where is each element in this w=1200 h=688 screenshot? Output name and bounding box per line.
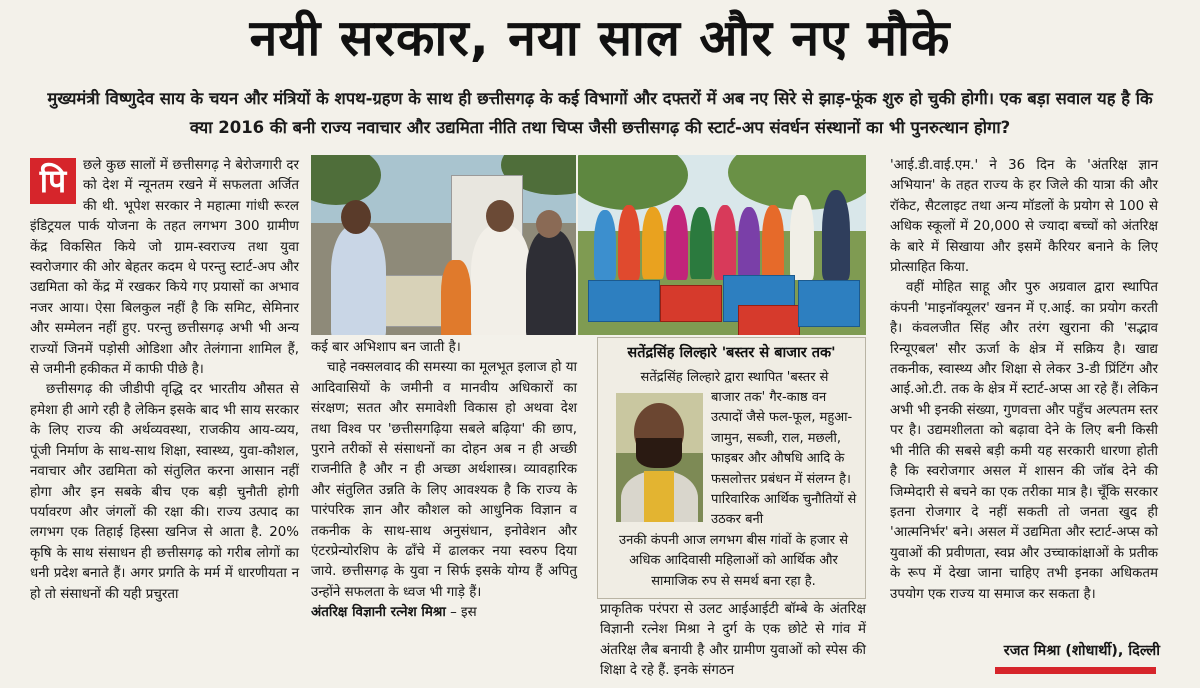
col2-subhead-rest: – इस <box>445 605 477 621</box>
col2-subhead: अंतरिक्ष विज्ञानी रत्नेश मिश्रा <box>311 605 446 621</box>
col2-paragraph-0: कई बार अभिशाप बन जाती है। <box>311 340 461 355</box>
col4-paragraph-2: वहीं मोहित साहू और पुरु अग्रवाल द्वारा स्थापित कंपनी 'माइनॉक्यूलर' खनन में ए.आई. का प्रयोग करती है। कंवलजीत सिंह और तरंग खुराना की 'सद्भाव रिन्यूएबल' सौर ऊर्जा के क्षेत्र में सक्रिय है। खाद्य तकनीक, स्वास्थ्य और शिक्षा से लेकर 3-डी प्रिंटिंग और आई.ओ.टी. तक के क्षेत्र में स्टार्ट-अप्स आ रहे हैं। लेकिन अभी भी इनकी संख्या, गुणवत्ता और पहुँच अल्पतम स्तर पर है। उद्यमशीलता को बढ़ावा देने के लिए बनी किसी भी नीति की सबसे बड़ी कमी यह सरकारी धारणा होती है कि स्वरोजगार असल में शासन की जॉब देने की जिम्मेदारी से बचने का एक तरीका मात्र है। चूँकि सरकार इतना रोजगार दे नहीं सकती तो जनता खुद ही 'आत्मनिर्भर' बने। असल में उद्यमिता और स्टार्ट-अप्स को युवाओं की प्रवीणता, स्वप्न और उच्चाकांक्षाओं के प्रतीक के रूप में देखा जाना चाहिए तभी इनका अधिकतम उपयोग एक राज्य या समाज कर सकता है। <box>890 280 1158 602</box>
box-title: सतेंद्रसिंह लिल्हारे 'बस्तर से बाजार तक' <box>627 345 836 361</box>
bottom-paragraph <box>600 600 866 682</box>
col2-paragraph-1: चाहे नक्सलवाद की समस्या का मूलभूत इलाज हो या आदिवासियों के जमीनी व मानवीय अधिकारों का संरक्षण; सतत और समावेशी विकास हो अथवा देश तथा विश्व पर 'छत्तीसगढ़िया सबले बढ़िया' की छाप, पुराने तरीकों से संसाधनों का दोहन अब न ही अच्छी राजनीति है और न ही अच्छा अर्थशास्त्र। व्यावहारिक और संतुलित उन्नति के लिए आवश्यक है कि राज्य के पारंपरिक ज्ञान और कौशल को आधुनिक विज्ञान व तकनीक के साथ-साथ अनुसंधान, इनोवेशन और एंटरप्रेन्योरशिप के ढाँचे में ढालकर नया स्वरुप दिया जाये. छत्तीसगढ़ के युवा न सिर्फ इसके योग्य हैं अपितु उन्होंने सफलता के ध्वज भी गाड़े हैं। <box>311 360 577 600</box>
byline: रजत मिश्रा (शोधार्थी), दिल्ली <box>1003 643 1160 659</box>
headline: नयी सरकार, नया साल और नए मौके <box>249 9 951 67</box>
byline-bar <box>995 667 1156 674</box>
photo-women-group <box>578 155 866 335</box>
photo-event <box>311 155 576 335</box>
column-4 <box>890 156 1158 605</box>
col1-paragraph-2: छत्तीसगढ़ की जीडीपी वृद्धि दर भारतीय औसत से हमेशा ही आगे रही है लेकिन इसके बाद भी साय सरकार के लिए राज्य की अर्थव्यवस्था, राजकीय आय-व्यय, पूंजी निर्माण के साथ-साथ शिक्षा, स्वास्थ्य, युवा-कौशल, नवाचार और उद्यमिता को संतुलित करना आसान नहीं होगा और इन सबके बीच एक बड़ी चुनौती होगी पर्यावरण और जंगलों की रक्षा की। राज्य उत्पाद का लगभग एक तिहाई हिस्सा खनिज से आता है. 20% कृषि के साथ संसाधन ही छत्तीसगढ़ को गरीब लोगों का धनी प्रदेश बनाते हैं। अगर प्रगति के मर्म में धारणीयता न हो तो संसाधनों की यही प्रचुरता <box>30 382 299 602</box>
column-2 <box>311 338 577 624</box>
drop-cap: पि <box>30 158 76 204</box>
box-text-narrow: बाजार तक' गैर-काष्ठ वन उत्पादों जैसे फल-फूल, महुआ-जामुन, सब्जी, राल, मछली, फाइबर और औषधि आदि के फसलोत्तर प्रबंधन में संलग्न है। पारिवारिक आर्थिक चुनौतियों से उठकर बनी <box>711 390 857 528</box>
box-text-wide: उनकी कंपनी आज लगभग बीस गांवों के हजार से अधिक आदिवासी महिलाओं को आर्थिक और सामाजिक रुप से समर्थ बना रहा है. <box>618 533 849 589</box>
bottom-paragraph-text: प्राकृतिक परंपरा से उलट आईआईटी बॉम्बे के अंतरिक्ष विज्ञानी रत्नेश मिश्रा ने दुर्ग के एक छोटे से गांव में अंतरिक्ष लैब बनायी है और ग्रामीण युवाओं को स्पेस की शिक्षा दे रहे हैं. इनके संगठन <box>600 602 866 679</box>
portrait-photo <box>616 393 703 522</box>
col4-paragraph-1: 'आई.डी.वाई.एम.' ने 36 दिन के 'अंतरिक्ष ज्ञान अभियान' के तहत राज्य के हर जिले की यात्रा की और रॉकेट, सैटलाइट तथा अन्य मॉडलों के प्रयोग से 100 से अधिक स्कूलों में 20,000 से ज्यादा बच्चों को अंतरिक्ष के बारे में सिखाया और इसमें कैरियर बनाने के लिए प्रोत्साहित किया. <box>890 158 1158 276</box>
col1-paragraph-1: छले कुछ सालों में छत्तीसगढ़ ने बेरोजगारी दर को देश में न्यूनतम रखने में सफलता अर्जित की थी. भूपेश सरकार ने महात्मा गांधी रूरल इंडिट्रयल पार्क योजना के तहत लगभग 300 ग्रामीण केंद्र विकसित किये जो ग्राम-स्वराज्य तथा युवा स्वरोजगार की ओर बेहतर कदम थे परन्तु स्टार्ट-अप और उद्यमिता को केंद्र में रखकर किये गए प्रयासों का अभाव नजर आया। ऐसा बिलकुल नहीं है कि समिट, सेमिनार और सम्मेलन नहीं हुए. परन्तु छत्तीसगढ़ अभी भी अन्य राज्यों जिनमें पड़ोसी ओडिशा और तेलंगाना शामिल हैं, से जमीनी हकीकत में काफी पीछे है। <box>30 158 299 378</box>
column-1 <box>30 156 299 605</box>
box-intro: सतेंद्रसिंह लिल्हारे द्वारा स्थापित 'बस्तर से <box>640 370 829 385</box>
deck-summary: मुख्यमंत्री विष्णुदेव साय के चयन और मंत्रियों के शपथ-ग्रहण के साथ ही छत्तीसगढ़ के कई विभागों और दफ्तरों में अब नए सिरे से झाड़-फूंक शुरु हो चुकी होगी। एक बड़ा सवाल यह है कि क्या 2016 की बनी राज्य नवाचार और उद्यमिता नीति तथा चिप्स जैसी छत्तीसगढ़ की स्टार्ट-अप संवर्धन संस्थानों का भी पुनरुत्थान होगा? <box>47 89 1153 137</box>
